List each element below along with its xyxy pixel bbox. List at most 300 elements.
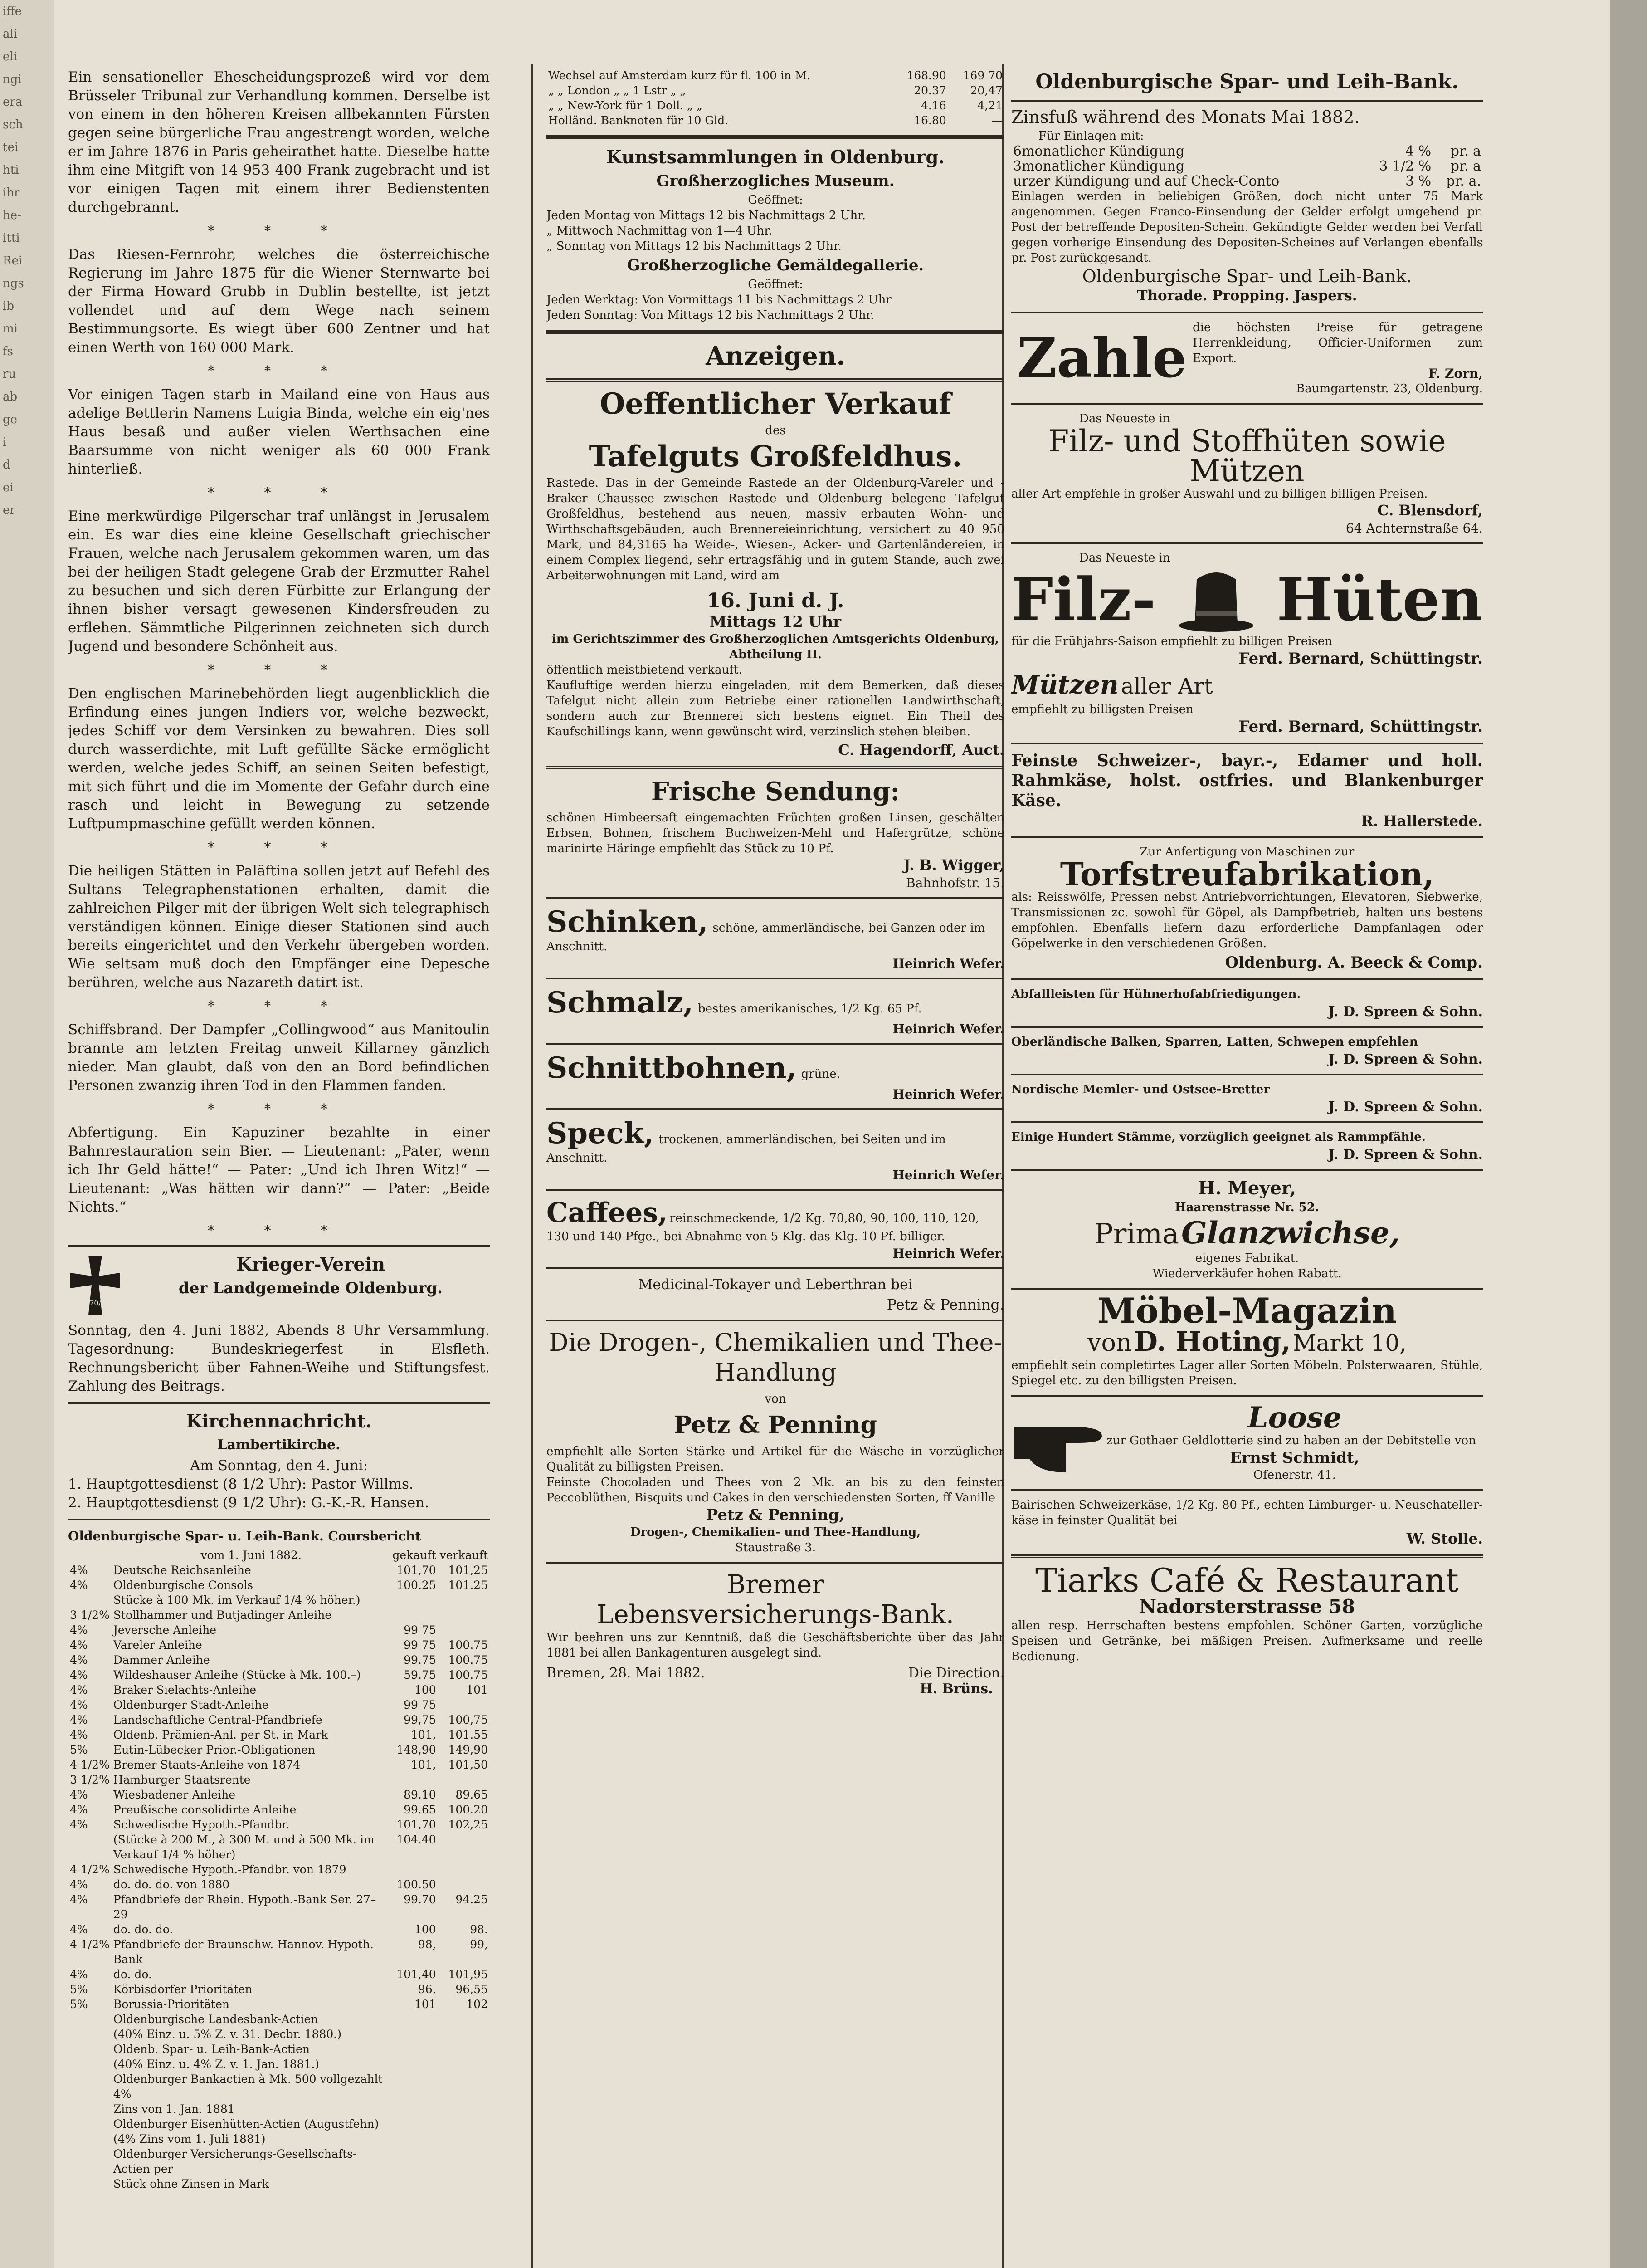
divider [546,1108,1004,1110]
bernard-title2: Hüten [1277,565,1483,634]
bremer-text: Wir beehren uns zur Kenntniß, daß die Geschäftsberichte über das Jahr 1881 bei allen Bankagenturen ausgelegt sind. [546,1631,1004,1660]
bank-rate-label: urzer Kündigung und auf Check-Conto [1013,173,1280,189]
column-rule-1 [531,64,533,2268]
bremer-title2: Lebensversicherungs-Bank. [597,1600,954,1629]
kurs-name: Oldenburger Eisenhütten-Actien (Augustfehn) [113,2117,379,2131]
kurs-gekauft [390,1772,438,1787]
spreen-ads [1011,987,1483,1171]
column-ads-right [1011,68,1483,1664]
kurs-rate [68,2146,112,2176]
kurs-row [68,1682,490,1697]
kurs-rate: 4% [70,1713,88,1726]
tiarks-addr: Nadorsterstrasse 58 [1139,1595,1355,1618]
kurs-rate: 4% [70,1923,88,1936]
torf-title: Torfstreufabrikation, [1060,855,1434,893]
kurs-verkauft: 101,50 [448,1758,488,1771]
kurs-verkauft [438,2072,490,2102]
verkauf-date: 16. Juni d. J. [707,589,844,612]
kurs-name: Pfandbriefe der Braunschw.-Hannov. Hypoth.-Bank [113,1938,378,1966]
loose-addr: Ofenerstr. 41. [1253,1468,1336,1482]
column-ads-middle [546,68,1004,1697]
edge-fragment: ngs [3,277,24,290]
edge-fragment: iffe [3,5,22,18]
bernard-aller: aller Art [1121,674,1213,699]
star-separator: * * * [207,1223,351,1239]
divider [546,1189,1004,1191]
kurs-name: (40% Einz. u. 5% Z. v. 31. Decbr. 1880.) [113,2028,341,2041]
kurs-verkauft: 100.75 [448,1638,488,1652]
kurs-gekauft [390,2072,438,2102]
divider [1011,1489,1483,1491]
verkauf-sig: C. Hagendorff, Auct. [838,741,1004,758]
verkauf-title: Oeffentlicher Verkauf [599,387,951,421]
edge-fragment: d [3,458,10,472]
kurs-rate [68,2027,112,2042]
kurs-row [68,1742,490,1757]
kirche-date: Am Sonntag, den 4. Juni: [190,1457,368,1474]
wefer-sig: Heinrich Wefer. [892,1022,1004,1036]
kurs-row [68,1667,490,1682]
bank-title: Oldenburgische Spar- und Leih-Bank. [1035,70,1459,93]
kurs-name: Dammer Anleihe [113,1653,210,1667]
kurs-row [68,1637,490,1652]
kurs-gekauft: 101,70 [396,1818,436,1831]
kurs-row [68,1578,490,1593]
kurs-rate [68,2042,112,2057]
kurs-gekauft: 101 [414,1998,436,2011]
bremer-sig2: H. Brüns. [920,1681,993,1697]
kurs-name: Oldenb. Spar- u. Leih-Bank-Actien [113,2043,310,2056]
kurs-verkauft [438,1608,490,1623]
kurs-row [68,2027,490,2042]
kurs-verkauft: 100.20 [448,1803,488,1816]
kurs-row [68,1593,490,1608]
edge-fragment: he- [3,209,21,222]
kurs-gekauft: 99 75 [404,1623,436,1637]
bank-rate-row [1011,159,1483,174]
kurs-name: Jeversche Anleihe [113,1623,217,1637]
kurs-gekauft: 100.50 [396,1878,436,1891]
edge-fragment: er [3,503,15,517]
moebel-von: von [1087,1328,1132,1357]
bank-rate-unit: pr. a. [1446,173,1481,189]
bremer-footer [546,1665,1004,1697]
kurs-gekauft: 99,75 [404,1713,436,1726]
kurs-row [68,1772,490,1787]
zahle-ad [1011,320,1483,396]
kurs-name: Stück ohne Zinsen in Mark [113,2177,269,2190]
divider [68,1402,490,1404]
divider [1011,1169,1483,1171]
wechsel-sell: 169 70 [963,69,1003,82]
wechsel-buy: 168.90 [906,69,946,82]
kurs-row [68,1892,490,1922]
kurs-name: do. do. [113,1968,152,1981]
news-item-abfertigung: Abfertigung. Ein Kapuziner bezahlte in einer Bahnrestauration sein Bier. — Lieutenant: „Pater, wenn ich Ihr Geld hätte!“ — Pater: „Und ich Ihren Witz!“ — Lieutenant: „Was hätten wir dann?“ — Pater: „Beide Nichts.“ [68,1124,490,1215]
caffees-head: Caffees, [546,1197,668,1229]
wechsel-row [546,83,1004,98]
divider [546,378,1004,382]
wechsel-sell: 20,47 [970,84,1003,97]
kurs-gekauft: 99 75 [404,1638,436,1652]
kunst-title: Kunstsammlungen in Oldenburg. [606,147,945,168]
bank-sig: Oldenburgische Spar- und Leih-Bank. [1082,266,1412,286]
kurs-row [68,1967,490,1982]
pointing-hand-icon [1011,1409,1106,1477]
kurs-gekauft: 99.70 [404,1893,436,1906]
tiarks-title: Tiarks Café & Restaurant [1035,1561,1459,1599]
news-item-scheidung: Ein sensationeller Ehescheidungsprozeß wird vor dem Brüsseler Tribunal zur Verhandlung kommen. Derselbe ist von einem in den höheren Kreisen allbekannten Fürsten gegen seine bürgerliche Frau angestrengt worden, welche er im Jahre 1876 in Paris geheirathet hatte. Dieselbe hatte ihm eine Mitgift von 14 953 400 Frank zugebracht und ist vor einigen Tagen mit einem ihrer Bedienstenten durchgebrannt. [68,69,490,215]
bernard-text2: empfiehlt zu billigsten Preisen [1011,703,1194,716]
tokayer-sig: Petz & Penning. [887,1296,1004,1313]
kurs-gekauft: 99 75 [404,1698,436,1711]
edge-fragment: i [3,435,7,449]
wechsel-label: Wechsel auf Amsterdam kurz für fl. 100 in M. [548,69,810,82]
news-item-bettlerin: Vor einigen Tagen starb in Mailand eine von Haus aus adelige Bettlerin Namens Luigia Binda, welche ein eig'nes Haus besaß und außer vielen Werthsachen eine Baarsumme von nicht weniger als 60 000 Frank hinterließ. [68,386,490,477]
kurs-name: Schwedische Hypoth.-Pfandbr. [113,1818,290,1831]
kurs-rate: 4% [70,1968,88,1981]
kurs-rate: 4% [70,1564,88,1577]
edge-fragment: era [3,95,23,109]
kurs-name: Stollhammer und Butjadinger Anleihe [113,1608,332,1622]
news-items [68,68,490,1239]
kurs-rate: 4 1/2% [70,1863,110,1876]
kurs-rate: 5% [70,1998,88,2011]
bank-rate-label: 3monatlicher Kündigung [1013,158,1185,174]
edge-fragment: Rei [3,254,23,268]
meyer-headline [1011,1215,1483,1251]
edge-fragment: ei [3,481,14,494]
wefer-text: grüne. [801,1067,840,1081]
meyer-name: H. Meyer, [1198,1178,1296,1199]
kunst-m1: Jeden Montag von Mittags 12 bis Nachmittags 2 Uhr. [546,209,866,222]
kurs-rate: 4% [70,1788,88,1801]
kurs-row [68,1937,490,1967]
kirche-line2: 2. Hauptgottesdienst (9 1/2 Uhr): G.-K.-R. Hansen. [68,1495,429,1511]
kurs-row [68,2042,490,2057]
kurs-gekauft: 101, [411,1758,436,1771]
kunst-g2: Jeden Sonntag: Von Mittags 12 bis Nachmittags 2 Uhr. [546,308,874,322]
kurs-name: Pfandbriefe der Rhein. Hypoth.-Bank Ser. 27–29 [113,1893,376,1921]
adjacent-page-edge [0,0,56,2268]
tokayer-text: Medicinal-Tokayer und Leberthran bei [638,1276,913,1293]
kurs-gekauft: 104.40 [396,1833,436,1846]
wechsel-buy: 4.16 [921,99,946,112]
torf-sig: Oldenburg. A. Beeck & Comp. [1225,953,1483,972]
kurs-name: Stücke à 100 Mk. im Verkauf 1/4 % höher.) [113,1593,361,1607]
kurs-gekauft [390,2146,438,2176]
kurs-verkauft: 100,75 [448,1713,488,1726]
spreen-sig: J. D. Spreen & Sohn. [1328,1004,1483,1020]
kurs-name: Wiesbadener Anleihe [113,1788,236,1801]
verkauf-text2: öffentlich meistbietend verkauft. [546,663,742,677]
kurs-gekauft [390,1608,438,1623]
divider [546,330,1004,334]
bank-rate-row [1011,174,1483,189]
meyer-text2: Wiederverkäufer hohen Rabatt. [1152,1267,1342,1281]
kurs-gekauft: 59.75 [404,1668,436,1681]
edge-fragment: itti [3,231,20,245]
column-news [68,68,490,2191]
kurs-row [68,2057,490,2072]
kurs-verkauft [438,1877,490,1892]
kurs-name: (40% Einz. u. 4% Z. v. 1. Jan. 1881.) [113,2058,320,2071]
bernard-muetzen: Mützen [1011,670,1119,700]
kurs-row [68,1608,490,1623]
kurs-verkauft [438,2116,490,2131]
star-separator: * * * [207,662,351,678]
moebel-text: empfiehlt sein completirtes Lager aller Sorten Möbeln, Polsterwaaren, Stühle, Spiegel etc. zu den billigsten Preisen. [1011,1359,1483,1388]
kurs-verkauft: 100.75 [448,1653,488,1667]
drogen-name: Petz & Penning [674,1411,877,1439]
loose-title: Loose [1247,1401,1342,1435]
kurs-verkauft: 94.25 [455,1893,488,1906]
kurs-name: Vareler Anleihe [113,1638,202,1652]
kurs-row [68,1757,490,1772]
kurs-verkauft: 101.25 [448,1579,488,1592]
bernard-muetzen-line [1011,670,1483,700]
divider [546,1267,1004,1269]
kurs-rate: 4 1/2% [70,1758,110,1771]
kurs-row [68,1802,490,1817]
star-separator: * * * [207,363,351,379]
star-separator: * * * [207,485,351,501]
edge-fragment: sch [3,118,23,132]
drogen-addr: Staustraße 3. [735,1541,816,1554]
kurs-verkauft: 101 [466,1683,488,1696]
kurs-name: Wildeshauser Anleihe (Stücke à Mk. 100.–) [113,1668,361,1681]
kunst-m3: „ Sonntag von Mittags 12 bis Nachmittags 2 Uhr. [546,240,842,253]
kurs-rate: 4% [70,1638,88,1652]
kurs-rate [68,2102,112,2116]
kurs-row [68,2012,490,2027]
kurs-row [68,1652,490,1667]
kurs-name: Deutsche Reichsanleihe [113,1564,251,1577]
zahle-text: die höchsten Preise für getragene Herrenkleidung, Officier-Uniformen zum Export. [1193,321,1483,365]
kurs-name: do. do. do. von 1880 [113,1878,230,1891]
star-separator: * * * [207,840,351,855]
wefer-sig: Heinrich Wefer. [892,1168,1004,1183]
wefer-sig: Heinrich Wefer. [892,956,1004,971]
bank-rate-unit: pr. a [1450,158,1481,174]
kurs-gekauft: 89.10 [404,1788,436,1801]
kurs-verkauft: 101,25 [448,1564,488,1577]
wefer-ad [546,1051,1004,1102]
kurs-rate: 4% [70,1579,88,1592]
kurs-name: Braker Sielachts-Anleihe [113,1683,256,1696]
kurs-gekauft: 99.75 [404,1653,436,1667]
kurs-row [68,1697,490,1712]
zahle-addr: Baumgartenstr. 23, Oldenburg. [1296,382,1483,396]
bank-rate-value: 3 % [1405,173,1432,189]
kurs-name: (4% Zins vom 1. Juli 1881) [113,2132,266,2146]
kurs-name: Oldenburger Bankactien à Mk. 500 vollgezahlt 4% [113,2072,383,2101]
kurs-name: Oldenburgische Landesbank-Actien [113,2013,318,2026]
drogen-text: empfiehlt alle Sorten Stärke und Artikel für die Wäsche in vorzüglicher Qualität zu billigsten Preisen. [546,1445,1004,1474]
bank-rate-label: 6monatlicher Kündigung [1013,143,1185,159]
zahle-sig: F. Zorn, [1428,366,1483,381]
divider [1011,100,1483,102]
kurs-name: Eutin-Lübecker Prior.-Obligationen [113,1743,316,1756]
kurs-name: Landschaftliche Central-Pfandbriefe [113,1713,322,1726]
wefer-text: schöne, ammerländische, bei Ganzen oder im Anschnitt. [546,921,985,953]
spreen-text: Einige Hundert Stämme, vorzüglich geeignet als Rammpfähle. [1011,1130,1426,1144]
kurs-gekauft [390,2027,438,2042]
wefer-head: Schinken, [546,905,708,939]
wechsel-sell: 4,21 [977,99,1003,112]
star-separator: * * * [207,223,351,239]
kurs-name: Zins von 1. Jan. 1881 [113,2102,235,2116]
spreen-text: Oberländische Balken, Sparren, Latten, Schwepen empfehlen [1011,1035,1418,1049]
stolle-sig: W. Stolle. [1406,1530,1483,1547]
drogen-text2: Feinste Chocoladen und Thees von 2 Mk. an bis zu den feinsten Peccoblüthen, Bisquits und Cakes in den verschiedensten Sorten, ff Vanille [546,1476,1004,1505]
frische-text: schönen Himbeersaft eingemachten Früchten großen Linsen, geschälten Erbsen, Bohnen, frischem Buchweizen-Mehl und Hafergrütze, schöne marinirte Häringe empfiehlt das Stück zu 10 Pf. [546,811,1004,855]
edge-fragment: ge [3,413,18,426]
bank-text: Einlagen werden in beliebigen Größen, doch nicht unter 75 Mark angenommen. Gegen Franco-Einsendung der Gelder erfolgt umgehend pr. Post der betreffende Depositen-Schein. Gekündigte Gelder werden bei Verfall gegen vorherige Einsendung des Depositen-Scheines auf Verlangen ebenfalls pr. Post zurückgesandt. [1011,190,1483,265]
krieger-text: Sonntag, den 4. Juni 1882, Abends 8 Uhr Versammlung. Tagesordnung: Bundeskriegerfest in Elsfleth. Rechnungsbericht über Fahnen-Weihe und Stiftungsfest. Zahlung des Beitrags. [68,1322,490,1394]
kurs-header [68,1548,490,1563]
kurs-gekauft [390,2012,438,2027]
blensdorf-title: Filz- und Stoffhüten sowie Mützen [1048,424,1446,489]
edge-fragment: hti [3,163,19,177]
kurs-rate [68,2072,112,2102]
blensdorf-neu: Das Neueste in [1079,412,1170,425]
kurs-gekauft: 99.65 [404,1803,436,1816]
kunst-g1: Jeden Werktag: Von Vormittags 11 bis Nachmittags 2 Uhr [546,293,892,307]
bank-rates [1011,144,1483,189]
wefer-ad [546,905,1004,971]
moebel-addr: Markt 10, [1293,1330,1407,1356]
wefer-head: Speck, [546,1116,654,1150]
kurs-row [68,1997,490,2012]
kurs-verkauft: 98. [470,1923,488,1936]
anzeigen-heading: Anzeigen. [706,341,845,371]
kurs-row [68,1922,490,1937]
kurs-verkauft [438,2102,490,2116]
divider [546,1320,1004,1321]
kurs-gekauft: 96, [418,1983,436,1996]
moebel-title: Möbel-Magazin [1097,1290,1397,1331]
kurs-name: (Stücke à 200 M., à 300 M. und à 500 Mk. im Verkauf 1/4 % höher) [113,1833,375,1861]
kunst-museum: Großherzogliches Museum. [656,172,895,190]
drogen-sig2: Drogen-, Chemikalien- und Thee-Handlung, [630,1525,921,1539]
kurs-row [68,1563,490,1578]
spreen-sig: J. D. Spreen & Sohn. [1328,1147,1483,1163]
divider [1011,542,1483,544]
kurs-rate: 4 1/2% [70,1938,110,1951]
drogen-title: Die Drogen-, Chemikalien und Thee-Handlung [549,1328,1002,1387]
kurs-verkauft: 96,55 [455,1983,488,1996]
kurs-rate [68,2012,112,2027]
kurs-verkauft: 149,90 [448,1743,488,1756]
kurs-gekauft: 101, [411,1728,436,1741]
kurs-rate: 4% [70,1668,88,1681]
divider [1011,836,1483,838]
bank-rate-row [1011,144,1483,159]
krieger-verein-ad [68,1253,490,1321]
divider [546,1043,1004,1045]
divider [1011,1288,1483,1290]
svg-text:1870/71: 1870/71 [80,1299,111,1307]
loose-sig: Ernst Schmidt, [1230,1449,1360,1467]
wefer-text: trockenen, ammerländischen, bei Seiten und im Anschnitt. [546,1133,946,1165]
edge-fragment: ali [3,27,18,41]
kurs-name: Körbisdorfer Prioritäten [113,1983,253,1996]
wefer-head: Schmalz, [546,986,693,1020]
wefer-sig: Heinrich Wefer. [892,1087,1004,1102]
kurs-row [68,1712,490,1727]
bank-names: Thorade. Propping. Jaspers. [1137,288,1357,304]
bank-rate-unit: pr. a [1450,143,1481,159]
kurs-gekauft: 101,70 [396,1564,436,1577]
kurs-verkauft: 102,25 [448,1818,488,1831]
book-binding-edge [1610,0,1647,2268]
spreen-sig: J. D. Spreen & Sohn. [1328,1099,1483,1115]
kurs-name: Oldenburger Stadt-Anleihe [113,1698,269,1711]
wechsel-label: „ „ New-York für 1 Doll. „ „ [548,99,702,112]
frische-title: Frische Sendung: [651,777,900,807]
kurs-gekauft: 100 [414,1923,436,1936]
bank-zins: Zinsfuß während des Monats Mai 1882. [1011,107,1360,127]
kurs-name: do. do. do. [113,1923,173,1936]
wefer-text: bestes amerikanisches, 1/2 Kg. 65 Pf. [697,1002,922,1016]
blensdorf-sig: C. Blensdorf, [1377,502,1483,519]
wechsel-buy: 20.37 [914,84,946,97]
wechsel-table [546,68,1004,128]
coursbericht [68,1527,490,2191]
divider [1011,1074,1483,1075]
kurs-gekauft: 100.25 [396,1579,436,1592]
news-item-schiffsbrand: Schiffsbrand. Der Dampfer „Collingwood“ aus Manitoulin brannte am letzten Freitag unweit Killarney gänzlich nieder. Man glaubt, daß von den an Bord befindlichen Personen zwanzig ihren Tod in den Flammen fanden. [68,1022,490,1094]
verkauf-time: Mittags 12 Uhr [709,613,842,631]
divider [1011,403,1483,405]
wefer-head: Schnittbohnen, [546,1051,797,1085]
kurs-row [68,2102,490,2116]
tiarks-text: allen resp. Herrschaften bestens empfohlen. Schöner Garten, vorzügliche Speisen und Getränke, bei mäßigen Preisen. Aufmerksame und reelle Bedienung. [1011,1619,1483,1663]
news-item-marine: Den englischen Marinebehörden liegt augenblicklich die Erfindung eines jungen Indiers vor, welche bezweckt, jedes Schiff vor dem Versinken zu bewahren. Dies soll durch wasserdichte, mit Luft gefüllte Säcke ermöglicht werden, welche jedes Schiff, an seinen Seiten befestigt, mit sich führt und die im Momente der Gefahr durch eine rasch und leicht in Bewegung zu setzende Luftpumpmaschine gefüllt werden können. [68,685,490,832]
kurs-gekauft [390,2176,438,2191]
kurs-rate: 3 1/2% [70,1608,110,1622]
edge-fragment: ngi [3,73,22,86]
kurs-row [68,1727,490,1742]
kurs-row [68,1787,490,1802]
kunst-geoeffnet-2: Geöffnet: [748,278,803,291]
news-item-pilger: Eine merkwürdige Pilgerschar traf unlängst in Jerusalem ein. Es war dies eine kleine Gesellschaft griechischer Frauen, welche nach Jerusalem gekommen waren, um das bei der heiligen Stadt gelegene Grab der Erzmutter Rahel zu besuchen und sich deren Fürbitte zur Erlangung der ihnen bisher versagt gewesenen Kindersfreuden zu erflehen. Sämmtliche Pilgerinnen zeichneten sich durch Jugend und besondere Schönheit aus. [68,508,490,655]
wechsel-buy: 16.80 [914,114,946,127]
news-item-fernrohr: Das Riesen-Fernrohr, welches die österreichische Regierung im Jahre 1875 für die Wiener Sternwarte bei der Firma Howard Grubb in Dublin bestellte, ist jetzt vollendet und auf dem Wege nach seinem Bestimmungsorte. Es wiegt über 600 Zentner und hat einen Werth von 160 000 Mark. [68,246,490,356]
kurs-row [68,1982,490,1997]
divider [68,1519,490,1520]
edge-fragment: ab [3,390,18,404]
bernard-title1: Filz- [1011,565,1156,634]
wechsel-label: „ „ London „ „ 1 Lstr „ „ [548,84,686,97]
drogen-sig: Petz & Penning, [706,1506,845,1524]
krieger-title: Krieger-Verein [236,1254,385,1275]
kurs-row [68,2146,490,2176]
kurs-rate: 4% [70,1893,88,1906]
kurs-verkauft: 102 [466,1998,488,2011]
kurs-gekauft [390,1862,438,1877]
kaese-sig: R. Hallerstede. [1361,812,1483,830]
kurs-name: Bremer Staats-Anleihe von 1874 [113,1758,301,1771]
iron-cross-icon [68,1253,122,1317]
kurs-verkauft [438,2146,490,2176]
bernard-neu: Das Neueste in [1079,551,1170,565]
kurs-rate: 4% [70,1683,88,1696]
kirche-title: Kirchennachricht. [186,1411,372,1432]
drogen-von: von [765,1392,786,1406]
kurs-verkauft [438,2057,490,2072]
